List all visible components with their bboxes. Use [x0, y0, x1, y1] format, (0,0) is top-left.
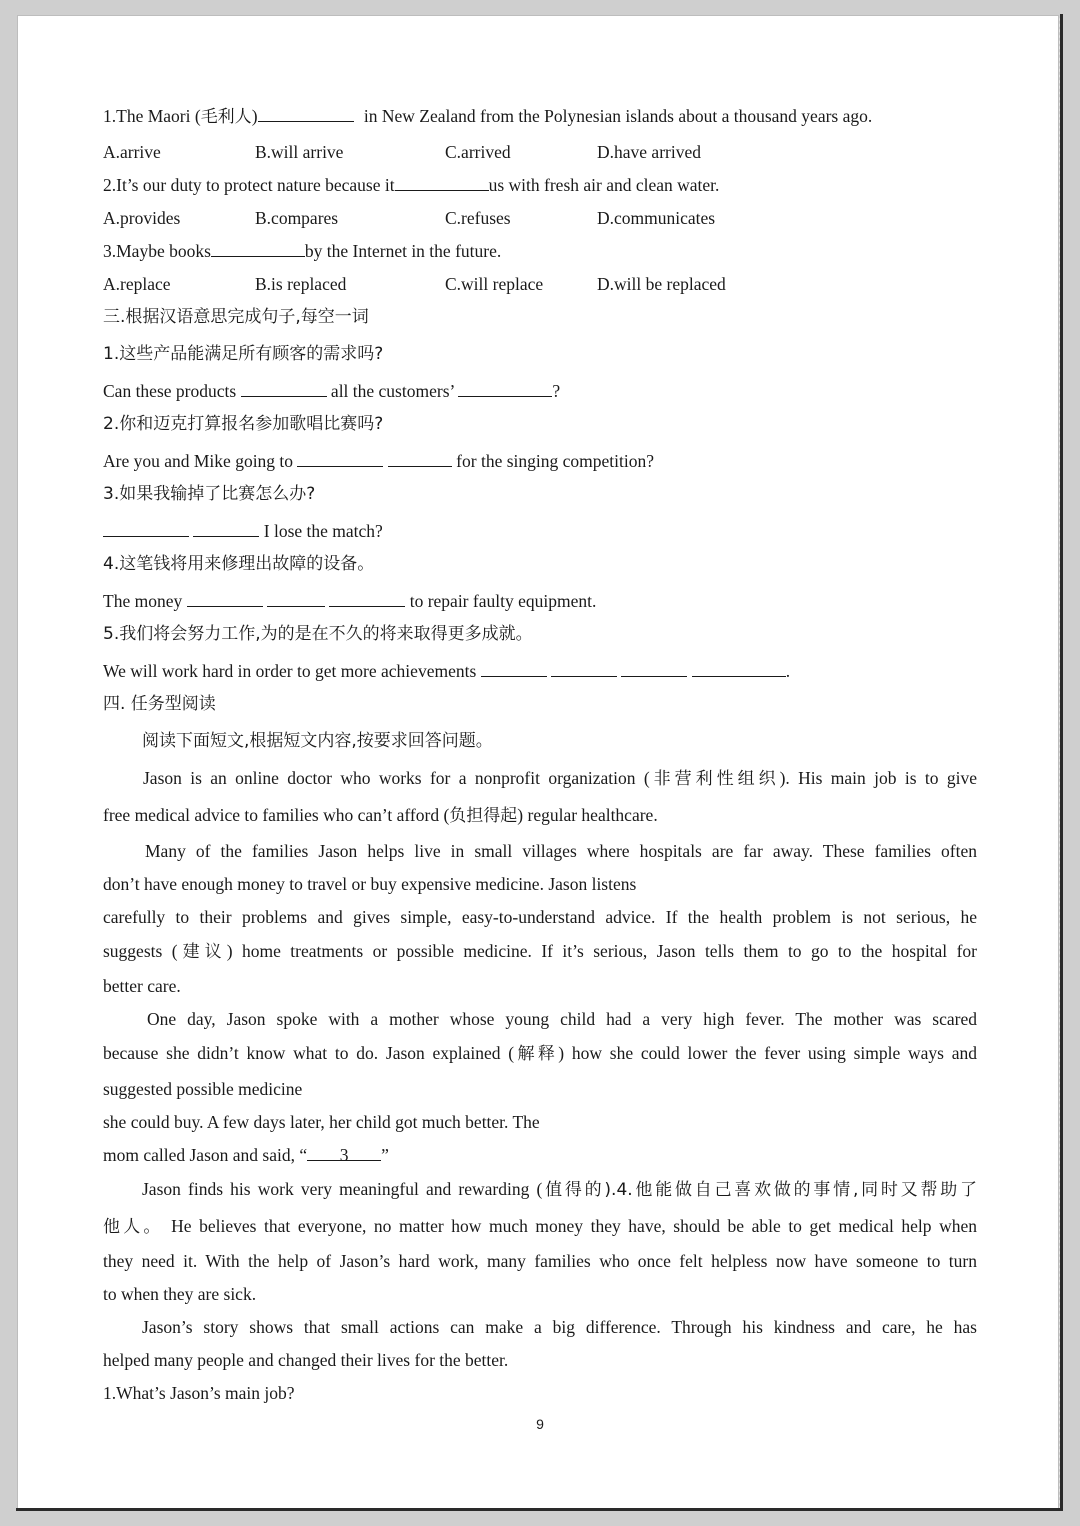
s3-item2-cn: 2.你和迈克打算报名参加歌唱比赛吗?: [103, 414, 384, 434]
q3-option-a: A.replace: [103, 274, 171, 294]
q3-option-c: C.will replace: [445, 274, 544, 294]
q3-option-b: B.is replaced: [255, 274, 347, 294]
s3-item5-en-a: We will work hard in order to get more achievements: [103, 661, 481, 681]
passage-p5-line2: helped many people and changed their lives for the better.: [103, 1350, 509, 1370]
q1-stem-a: 1.The Maori (: [103, 106, 201, 126]
s3-item2-blank2: [388, 450, 452, 467]
page-number: 9: [536, 1416, 544, 1432]
q2-option-c: C.refuses: [445, 208, 511, 228]
p4-l2cn: 他人。: [103, 1217, 164, 1237]
s3-item1-cn: 1.这些产品能满足所有顾客的需求吗?: [103, 344, 384, 364]
s3-item4-blank2: [267, 590, 325, 607]
p1-d: ) regular healthcare.: [517, 805, 658, 825]
passage-p3-line3: suggested possible medicine: [103, 1079, 303, 1099]
passage-p1-line1: [143, 767, 977, 790]
s3-item4-en-b: to repair faulty equipment.: [405, 591, 597, 611]
s3-item1-en-c: ?: [552, 381, 561, 401]
s3-item1-blank2: [458, 380, 552, 397]
s3-item2-en-b: for the singing competition?: [451, 451, 654, 471]
s3-item1-en-a: Can these products: [103, 381, 241, 401]
q2-stem-b: us with fresh air and clean water.: [488, 175, 720, 195]
p1-c: free medical advice to families who can’t afford (: [103, 805, 450, 825]
s3-item5-cn: 5.我们将会努力工作,为的是在不久的将来取得更多成就。: [103, 624, 533, 644]
page-shadow-right: [1060, 14, 1063, 1510]
p4-l1b: ).4.他能做自己喜欢做的事情,同时又帮助了: [604, 1180, 977, 1200]
q2-blank: [395, 174, 489, 191]
q2-options: [103, 207, 1003, 229]
q1-stem-cn: 毛利人: [200, 107, 252, 127]
reading-question-1: 1.What’s Jason’s main job?: [103, 1383, 295, 1403]
passage-p2-line1: Many of the families Jason helps live in small villages where hospitals are far away. These families often: [145, 841, 977, 861]
p4-l1a: Jason finds his work very meaningful and rewarding (: [142, 1179, 543, 1199]
passage-p1-line2: [103, 804, 658, 827]
s3-item4-en: [103, 590, 596, 612]
s3-item4-blank1: [187, 590, 263, 607]
s3-item3-cn: 3.如果我输掉了比赛怎么办?: [103, 484, 316, 504]
s3-item3-en: [103, 520, 383, 542]
q1-option-b: B.will arrive: [255, 142, 344, 162]
q1-blank: [258, 105, 354, 122]
p3-blank-number: 3: [339, 1145, 349, 1165]
p3-l5a: mom called Jason and said, “: [103, 1145, 308, 1165]
p1-b: ). His main job is to give: [779, 768, 977, 788]
q1-option-d: D.have arrived: [597, 142, 701, 162]
q3-option-d: D.will be replaced: [597, 274, 726, 294]
passage-p2-line4: [103, 940, 977, 963]
passage-p3-line5: [103, 1144, 389, 1166]
q3-options: [103, 273, 1003, 295]
q1-option-a: A.arrive: [103, 142, 161, 162]
q2-option-d: D.communicates: [597, 208, 716, 228]
s3-item5-en-b: .: [785, 661, 791, 681]
passage-p2-line3: carefully to their problems and gives simple, easy-to-understand advice. If the health problem is not serious, he: [103, 907, 977, 927]
q3-blank: [211, 240, 305, 257]
q1-stem-b: ): [251, 106, 258, 126]
p2-l4a: suggests (: [103, 941, 178, 961]
s3-item3-blank2: [193, 520, 259, 537]
s3-item5-blank4: [692, 660, 786, 677]
p3-l2cn: 解释: [514, 1044, 559, 1064]
s3-item1-en-b: all the customers’: [326, 381, 459, 401]
s3-item1-blank1: [241, 380, 327, 397]
s3-item3-blank1: [103, 520, 189, 537]
p3-l5b: ”: [381, 1145, 389, 1165]
p1-cn2: 负担得起: [449, 806, 518, 826]
q1-stem-c: in New Zealand from the Polynesian islands about a thousand years ago.: [359, 106, 873, 126]
section3-heading: 三.根据汉语意思完成句子,每空一词: [103, 307, 369, 327]
section4-instruction: 阅读下面短文,根据短文内容,按要求回答问题。: [142, 731, 493, 751]
q2-option-a: A.provides: [103, 208, 181, 228]
passage-p3-line2: [103, 1042, 977, 1065]
page-shadow-bottom: [16, 1508, 1063, 1511]
s3-item3-en-b: I lose the match?: [259, 521, 383, 541]
passage-p4-line4: to when they are sick.: [103, 1284, 257, 1304]
q1-stem: [103, 105, 872, 128]
q3-stem-a: 3.Maybe books: [103, 241, 211, 261]
s3-item2-blank1: [297, 450, 383, 467]
passage-p5-line1: Jason’s story shows that small actions can make a big difference. Through his kindness and care, he has: [142, 1317, 977, 1337]
s3-item2-en-a: Are you and Mike going to: [103, 451, 298, 471]
section4-heading: 四. 任务型阅读: [103, 694, 216, 714]
p3-l2b: ) how she could lower the fever using simple ways and: [558, 1043, 978, 1063]
passage-p3-line1: One day, Jason spoke with a mother whose young child had a very high fever. The mother was scared: [147, 1009, 977, 1029]
p4-l2b: He believes that everyone, no matter how much money they have, should be able to get medical help when: [163, 1216, 978, 1236]
s3-item4-blank3: [329, 590, 405, 607]
passage-p4-line3: they need it. With the help of Jason’s hard work, many families who once felt helpless now have someone to turn: [103, 1251, 977, 1271]
p4-l1cn: 值得的: [542, 1180, 605, 1200]
passage-p2-line5: better care.: [103, 976, 181, 996]
q2-stem: [103, 174, 719, 196]
p3-answer-blank-3: [307, 1144, 381, 1165]
p2-l4cn: 建议: [177, 942, 227, 962]
s3-item2-en: [103, 450, 654, 472]
s3-item5-blank2: [551, 660, 617, 677]
s3-item5-blank1: [481, 660, 547, 677]
p1-cn: 非营利性组织: [649, 769, 780, 789]
s3-item5-blank3: [621, 660, 687, 677]
s3-item4-en-a: The money: [103, 591, 187, 611]
q1-option-c: C.arrived: [445, 142, 511, 162]
p3-l2a: because she didn’t know what to do. Jason explained (: [103, 1043, 515, 1063]
passage-p4-line1: [142, 1178, 977, 1201]
passage-p2-line2: don’t have enough money to travel or buy expensive medicine. Jason listens: [103, 874, 637, 894]
q2-option-b: B.compares: [255, 208, 339, 228]
q1-options: [103, 141, 1003, 163]
p1-a: Jason is an online doctor who works for a nonprofit organization (: [143, 768, 650, 788]
s3-item5-en: [103, 660, 790, 682]
passage-p4-line2: [103, 1215, 977, 1238]
s3-item1-en: [103, 380, 560, 402]
q3-stem: [103, 240, 501, 262]
s3-item4-cn: 4.这笔钱将用来修理出故障的设备。: [103, 554, 375, 574]
p2-l4b: ) home treatments or possible medicine. If it’s serious, Jason tells them to go to the hospital for: [226, 941, 978, 961]
passage-p3-line4: she could buy. A few days later, her child got much better. The: [103, 1112, 540, 1132]
q3-stem-b: by the Internet in the future.: [304, 241, 502, 261]
q2-stem-a: 2.It’s our duty to protect nature because it: [103, 175, 395, 195]
